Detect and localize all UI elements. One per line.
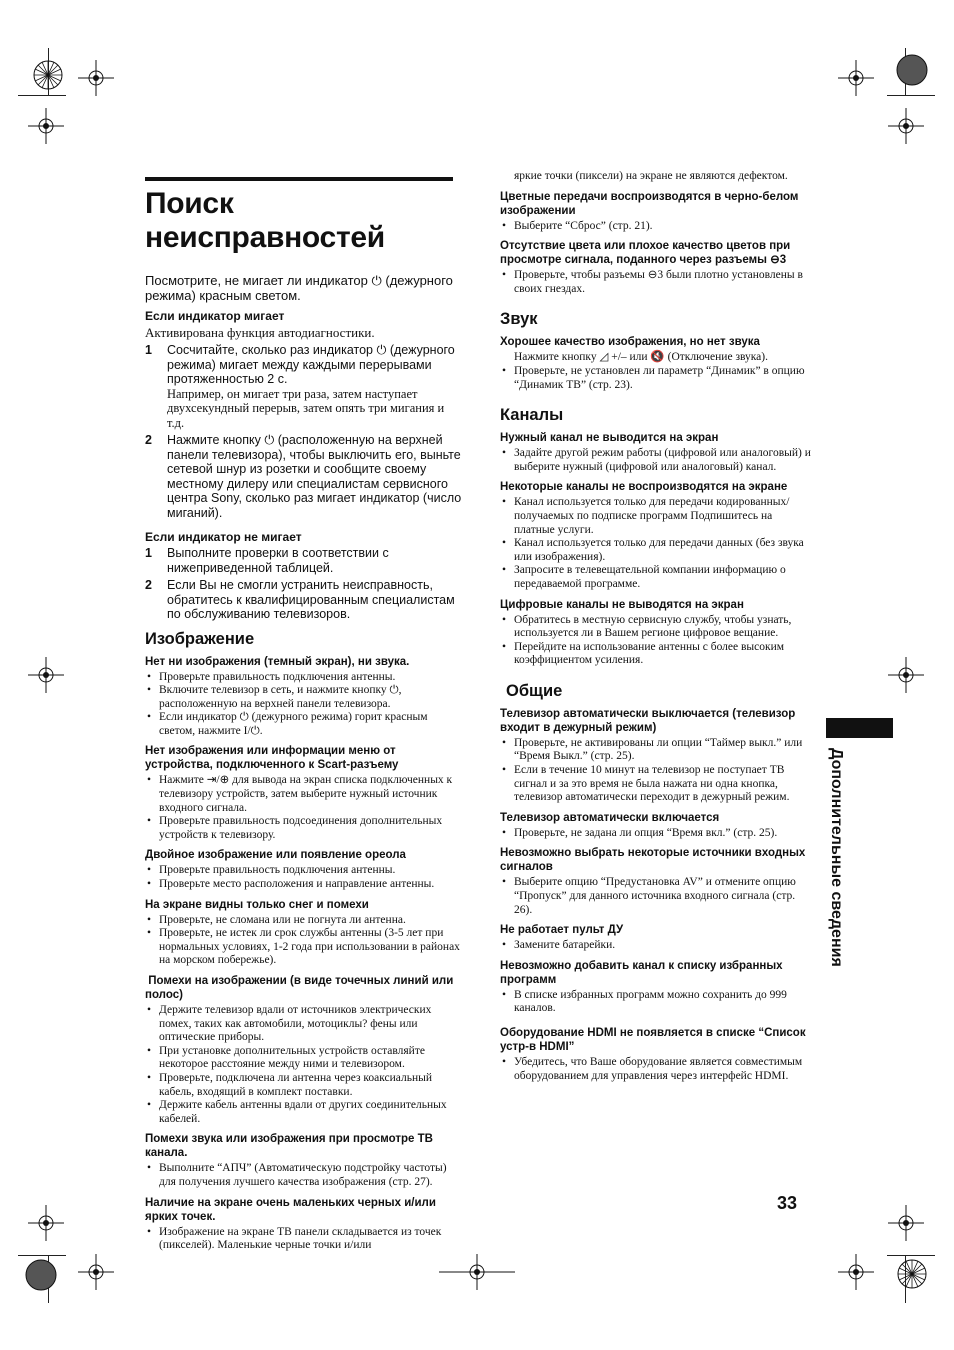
- issue-question: Хорошее качество изображения, но нет звука: [500, 336, 760, 349]
- left-column: [145, 175, 463, 1255]
- issue-question: Оборудование HDMI не появляется в списке “Список устр-в HDMI”: [500, 1027, 806, 1053]
- issue-answers: [500, 269, 812, 296]
- answer-item: • Проверьте правильность подсоединения дополнительных устройств к телевизору.: [145, 815, 463, 842]
- blinking-lead: Активирована функция автодиагностики.: [145, 325, 375, 340]
- issue-question: Телевизор автоматически выключается (телевизор входит в дежурный режим): [500, 707, 796, 734]
- dotted-registration-icon: [24, 1258, 58, 1297]
- step-number: 2: [145, 433, 152, 447]
- issue-question: Нет ни изображения (темный экран), ни звука.: [145, 655, 410, 668]
- issue-answers: [500, 496, 812, 591]
- answer-item: • Проверьте, подключена ли антенна через коаксиальный кабель, входящий в комплект поставки.: [145, 1072, 463, 1099]
- crosshair-registration-icon: [888, 1205, 924, 1246]
- answer-item: • Запросите в телевещательной компании информацию о передаваемой программе.: [500, 564, 812, 591]
- page-title: Поиск неисправностей: [145, 187, 385, 254]
- crosshair-registration-icon: [28, 1205, 64, 1246]
- issue-answers: [500, 876, 812, 917]
- step-text: Нажмите кнопку ⏻ (расположенную на верхней панели телевизора), чтобы выключить его, выньте сетевой шнур из розетки и сообщите своему местному дилеру или специалистам сервисного центра Sony, сколько раз мигает индикатор (число миганий).: [167, 433, 462, 520]
- answer-item: • Убедитесь, что Ваше оборудование является совместимым оборудованием для управления через интерфейс HDMI.: [500, 1056, 812, 1083]
- answer-item: • В списке избранных программ можно сохранить до 999 каналов.: [500, 989, 812, 1016]
- section-title-sound: Звук: [500, 310, 538, 329]
- answer-item: • Если индикатор ⏻ (дежурного режима) горит красным светом, нажмите I/⏻.: [145, 711, 463, 738]
- step-extra: Например, он мигает три раза, затем наступает двухсекундный перерыв, затем опять три мигания и т.д.: [167, 386, 445, 430]
- issue-question: Некоторые каналы не воспроизводятся на экране: [500, 481, 788, 494]
- issue-answers: [500, 827, 812, 841]
- issue-answers: [145, 1162, 463, 1189]
- crosshair-registration-icon: [459, 1254, 495, 1295]
- side-label-text: Дополнительные сведения: [828, 748, 845, 967]
- issue-answers: [145, 864, 463, 891]
- title-rule: [145, 177, 453, 181]
- issue-question: Отсутствие цвета или плохое качество цветов при просмотре сигнала, поданного через разъемы ⊖3: [500, 240, 791, 267]
- answer-item: • Держите кабель антенны вдали от других соединительных кабелей.: [145, 1099, 463, 1126]
- crosshair-registration-icon: [28, 657, 64, 698]
- issue-answers: [145, 1226, 463, 1253]
- blinking-heading: Если индикатор мигает: [145, 309, 285, 323]
- not-blinking-step: [145, 546, 463, 575]
- side-label: [820, 748, 850, 1008]
- not-blinking-step: [145, 578, 463, 622]
- section-title-general: Общие: [506, 681, 563, 700]
- issue-answers: [500, 737, 812, 805]
- starburst-registration-icon: [28, 55, 68, 100]
- step-text: Если Вы не смогли устранить неисправность, обратитесь к квалифицированным специалистам по обслуживанию телевизоров.: [167, 578, 455, 621]
- answer-item: • Замените батарейки.: [500, 939, 812, 953]
- issue-answers: [500, 939, 812, 953]
- issue-answers: [500, 220, 812, 234]
- issue-question: Помехи звука или изображения при просмотре ТВ канала.: [145, 1133, 433, 1160]
- continuation-text: яркие точки (пиксели) на экране не являются дефектом.: [514, 170, 788, 182]
- answer-item: • Проверьте место расположения и направление антенны.: [145, 878, 463, 892]
- crop-line: [18, 1255, 66, 1256]
- answer-item: • Проверьте, не задана ли опция “Время вкл.” (стр. 25).: [500, 827, 812, 841]
- issue-question: Не работает пульт ДУ: [500, 924, 624, 937]
- not-blinking-heading: Если индикатор не мигает: [145, 530, 302, 544]
- answer-item: • Нажмите ⇥/⊕ для вывода на экран списка подключенных к телевизору устройств, затем выберите нужный источник входного сигнала.: [145, 774, 463, 815]
- crosshair-registration-icon: [78, 60, 114, 101]
- answer-item: • Выберите опцию “Предустановка AV” и отмените опцию “Пропуск” для данного источника входного сигнала (стр. 26).: [500, 876, 812, 917]
- answer-item: • Проверьте правильность подключения антенны.: [145, 864, 463, 878]
- issue-question: Двойное изображение или появление ореола: [145, 849, 406, 862]
- issue-question: Нет изображения или информации меню от устройства, подключенного к Scart-разъему: [145, 745, 399, 772]
- answer-item: • Держите телевизор вдали от источников электрических помех, таких как автомобили, мотоциклы? фены или оптические приборы.: [145, 1004, 463, 1045]
- issue-answers: [500, 989, 812, 1016]
- answer-item: • Перейдите на использование антенны с более высоким коэффициентом усиления.: [500, 641, 812, 668]
- issue-answers: [500, 1056, 812, 1083]
- answer-item: • Проверьте правильность подключения антенны.: [145, 671, 463, 685]
- intro-text: Посмотрите, не мигает ли индикатор ⏻ (дежурного режима) красным светом.: [145, 273, 453, 303]
- issue-answers: [145, 914, 463, 968]
- answer-item: • Выполните “АПЧ” (Автоматическую подстройку частоты) для получения лучшего качества изображения (стр. 27).: [145, 1162, 463, 1189]
- issue-answers: [500, 614, 812, 668]
- step-number: 1: [145, 546, 152, 560]
- answer-item: • Включите телевизор в сеть, и нажмите кнопку ⏻, расположенную на верхней панели телевизора.: [145, 684, 463, 711]
- issue-question: Невозможно добавить канал к списку избранных программ: [500, 959, 783, 986]
- answer-item: • Проверьте, не истек ли срок службы антенны (3-5 лет при нормальных условиях, 1-2 года при использовании в районах на морском побережье).: [145, 927, 463, 968]
- section-title-image: Изображение: [145, 629, 255, 648]
- issue-answers: [500, 365, 812, 392]
- answer-item: • Канал используется только для передачи данных (без звука или изображения).: [500, 537, 812, 564]
- step-number: 1: [145, 343, 152, 357]
- issue-question: Цветные передачи воспроизводятся в черно-белом изображении: [500, 190, 799, 217]
- step-number: 2: [145, 578, 152, 592]
- crosshair-registration-icon: [838, 60, 874, 101]
- issue-question: Телевизор автоматически включается: [500, 811, 720, 824]
- issue-question: Цифровые каналы не выводятся на экран: [500, 598, 744, 611]
- issue-note: Нажмите кнопку ◿ +/– или 🔇 (Отключение звука).: [514, 351, 768, 364]
- section-title-channels: Каналы: [500, 406, 564, 425]
- issue-answers: [145, 1004, 463, 1126]
- issue-answers: [145, 774, 463, 842]
- answer-item: • Проверьте, не активированы ли опции “Таймер выкл.” или “Время Выкл.” (стр. 25).: [500, 737, 812, 764]
- crosshair-registration-icon: [888, 108, 924, 149]
- blinking-step: [145, 433, 463, 520]
- issue-question: На экране видны только снег и помехи: [145, 898, 369, 911]
- issue-question: Нужный канал не выводится на экран: [500, 432, 719, 445]
- crosshair-registration-icon: [78, 1254, 114, 1295]
- crosshair-registration-icon: [28, 108, 64, 149]
- answer-item: • Проверьте, не сломана или не погнута ли антенна.: [145, 914, 463, 928]
- answer-item: • Изображение на экране ТВ панели складывается из точек (пикселей). Маленькие черные точки и/или: [145, 1226, 463, 1253]
- answer-item: • Проверьте, не установлен ли параметр “Динамик” в опцию “Динамик ТВ” (стр. 23).: [500, 365, 812, 392]
- blinking-step: [145, 343, 463, 430]
- step-text: Сосчитайте, сколько раз индикатор ⏻ (дежурного режима) мигает между каждыми перерывами протяженностью 2 с.: [167, 343, 455, 386]
- issue-answers: [145, 671, 463, 739]
- issue-answers: [500, 447, 812, 474]
- issue-question: Невозможно выбрать некоторые источники входных сигналов: [500, 847, 806, 874]
- answer-item: • Если в течение 10 минут на телевизор не поступает ТВ сигнал и за это время не была нажата ни одна кнопка, телевизор автоматически переходит в дежурный режим.: [500, 764, 812, 805]
- answer-item: • Проверьте, чтобы разъемы ⊖3 были плотно установлены в своих гнездах.: [500, 269, 812, 296]
- dotted-registration-icon: [895, 53, 929, 92]
- crosshair-registration-icon: [888, 657, 924, 698]
- answer-item: • Выберите “Сброс” (стр. 21).: [500, 220, 812, 234]
- crop-line: [887, 95, 935, 96]
- section-thumb-tab: [826, 718, 893, 738]
- answer-item: • Обратитесь в местную сервисную службу, чтобы узнать, используется ли в Вашем регионе цифровое вещание.: [500, 614, 812, 641]
- starburst-registration-icon: [892, 1254, 932, 1299]
- step-text: Выполните проверки в соответствии с нижеприведенной таблицей.: [167, 546, 389, 575]
- right-column: [500, 170, 812, 1085]
- answer-item: • Задайте другой режим работы (цифровой или аналоговый) и выберите нужный (цифровой или аналоговый) канал.: [500, 447, 812, 474]
- issue-question: Наличие на экране очень маленьких черных и/или ярких точек.: [145, 1196, 436, 1223]
- answer-item: • При установке дополнительных устройств оставляйте некоторое расстояние между ними и телевизором.: [145, 1045, 463, 1072]
- answer-item: • Канал используется только для передачи кодированных/получаемых по подписке программ Подпишитесь на платные услуги.: [500, 496, 812, 537]
- issue-question: Помехи на изображении (в виде точечных линий или полос): [145, 975, 457, 1001]
- page-number: 33: [777, 1193, 798, 1213]
- crosshair-registration-icon: [838, 1254, 874, 1295]
